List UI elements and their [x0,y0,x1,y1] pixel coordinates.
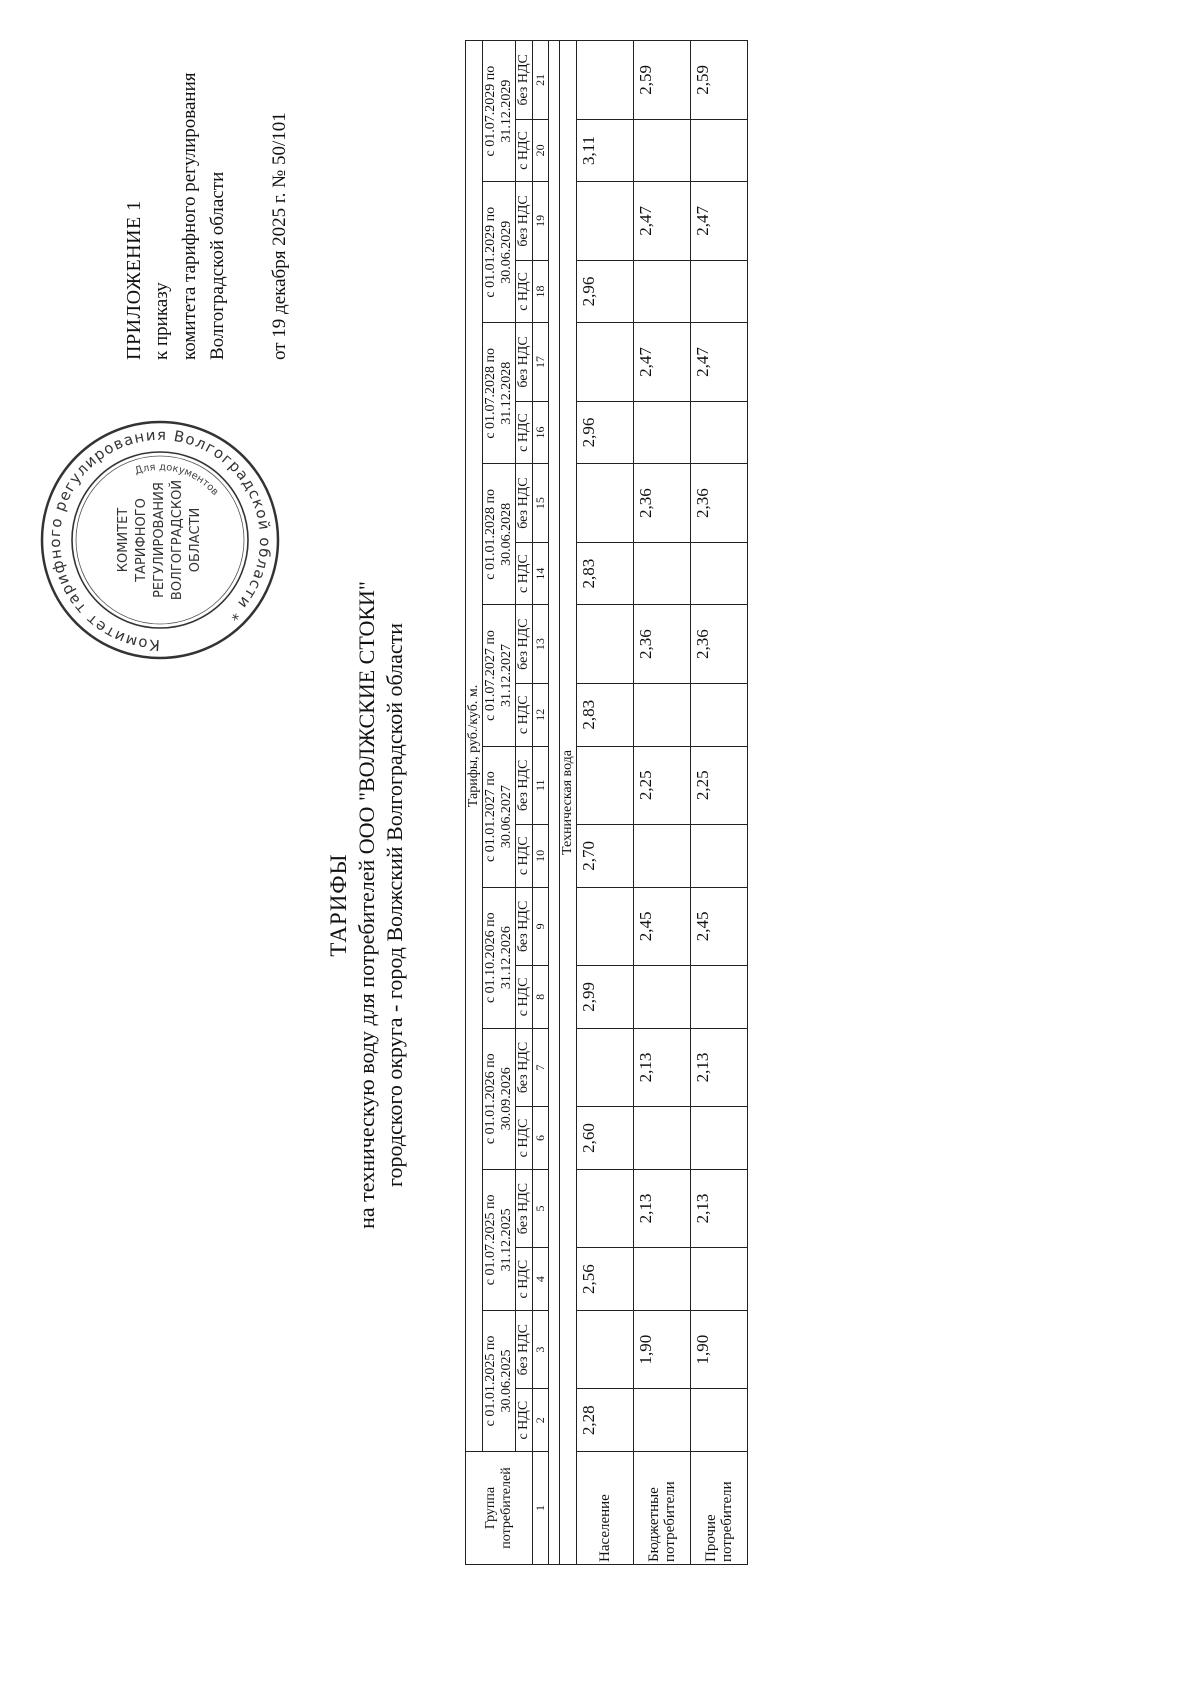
period-header: с 01.07.2028 по 31.12.2028 [483,323,516,464]
column-numbers-row [533,41,549,1565]
tariff-value [634,683,691,746]
seal-line: ОБЛАСТИ [188,507,203,573]
period-header: с 01.07.2025 по 31.12.2025 [483,1169,516,1310]
table-row [634,41,691,1565]
seal-line: ТАРИФНОГО [134,498,149,582]
tariff-value: 2,25 [691,746,748,824]
tariff-value [691,1389,748,1452]
consumer-group-name: Бюджетные потребители [634,1452,691,1565]
appendix-line: комитета тарифного регулирования [179,72,200,360]
tariff-value: 2,36 [691,464,748,542]
period-header: с 01.01.2025 по 30.06.2025 [483,1310,516,1451]
column-number: 9 [533,887,549,965]
tariff-value: 2,47 [691,182,748,260]
without-vat-header: без НДС [516,182,533,260]
tariff-value [577,182,634,260]
with-vat-header: с НДС [516,683,533,746]
table-row [691,41,748,1565]
tariff-table [465,40,748,1565]
period-header: с 01.01.2027 по 30.06.2027 [483,746,516,887]
table-spacer-row [549,41,560,1565]
section-title: Техническая вода [560,41,577,1565]
tariff-value: 1,90 [691,1310,748,1388]
without-vat-header: без НДС [516,605,533,683]
tariff-value: 2,59 [634,41,691,120]
appendix-date: от 19 декабря 2025 г. № 50/101 [269,112,290,360]
table-header-row [466,41,483,1565]
tariff-value [577,1169,634,1247]
tariff-value [691,1248,748,1311]
tariff-value [691,966,748,1029]
without-vat-header: без НДС [516,323,533,401]
tariff-value [691,1107,748,1170]
tariff-value: 2,47 [634,323,691,401]
column-number: 18 [533,260,549,323]
tariff-value [577,323,634,401]
column-number: 11 [533,746,549,824]
group-header: Группа потребителей [466,1452,533,1565]
tariff-value [634,119,691,181]
tariff-value [577,1310,634,1388]
seal-line: ВОЛГОГРАДСКОЙ [170,479,185,601]
with-vat-header: с НДС [516,1248,533,1311]
period-header: с 01.07.2029 по 31.12.2029 [483,41,516,182]
tariff-value: 2,96 [577,260,634,323]
seal-line: РЕГУЛИРОВАНИЯ [152,482,167,598]
appendix-line: Волгоградской области [207,171,228,360]
tariff-value: 2,13 [634,1028,691,1106]
tariff-value: 2,83 [577,542,634,605]
column-number: 3 [533,1310,549,1388]
with-vat-header: с НДС [516,825,533,888]
with-vat-header: с НДС [516,401,533,464]
column-number: 12 [533,683,549,746]
without-vat-header: без НДС [516,887,533,965]
with-vat-header: с НДС [516,1107,533,1170]
tariff-value [577,464,634,542]
period-header: с 01.10.2026 по 31.12.2026 [483,887,516,1028]
tariff-value [691,825,748,888]
tariff-value: 2,99 [577,966,634,1029]
tariff-value: 2,36 [634,605,691,683]
column-number: 2 [533,1389,549,1452]
tariff-value: 2,56 [577,1248,634,1311]
column-number: 4 [533,1248,549,1311]
tariff-value [691,401,748,464]
tariff-value [691,260,748,323]
document-title: ТАРИФЫ [326,853,351,957]
column-number: 20 [533,119,549,181]
tariff-value: 3,11 [577,119,634,181]
seal-outer-text: Комитет тарифного регулирования Волгоградской области * [45,425,275,655]
tariff-value: 2,13 [634,1169,691,1247]
without-vat-header: без НДС [516,746,533,824]
tariff-value: 2,70 [577,825,634,888]
units-header: Тарифы, руб./куб. м. [466,41,483,1452]
document-subtitle: городского округа - город Волжский Волгоградской области [382,622,407,1188]
column-number: 8 [533,966,549,1029]
column-number: 15 [533,464,549,542]
column-number: 13 [533,605,549,683]
document-heading [325,405,409,1405]
tariff-value: 2,83 [577,683,634,746]
document-subtitle: на техническую воду для потребителей ООО "ВОЛЖСКИЕ СТОКИ" [354,581,379,1229]
tariff-value: 2,59 [691,41,748,120]
tariff-value [577,605,634,683]
tariff-value: 2,45 [691,887,748,965]
tariff-value: 2,13 [691,1028,748,1106]
seal-small-text: Для документов [133,461,221,498]
period-header: с 01.01.2029 по 30.06.2029 [483,182,516,323]
consumer-group-name: Население [577,1452,634,1565]
without-vat-header: без НДС [516,464,533,542]
column-number: 21 [533,41,549,120]
tariff-value [634,1389,691,1452]
tariff-value [691,683,748,746]
section-row [560,41,577,1565]
tariff-value [577,746,634,824]
with-vat-header: с НДС [516,260,533,323]
column-number: 16 [533,401,549,464]
without-vat-header: без НДС [516,41,533,120]
tariff-value [691,119,748,181]
tariff-value: 2,96 [577,401,634,464]
period-header: с 01.01.2026 по 30.09.2026 [483,1028,516,1169]
tariff-value [634,542,691,605]
table-header-row [483,41,516,1565]
tariff-value: 2,25 [634,746,691,824]
tariff-value [634,260,691,323]
tariff-value: 2,36 [691,605,748,683]
without-vat-header: без НДС [516,1310,533,1388]
column-number: 10 [533,825,549,888]
table-header-row [516,41,533,1565]
tariff-value [577,41,634,120]
appendix-block [120,20,294,360]
tariff-value [634,1107,691,1170]
column-number: 5 [533,1169,549,1247]
tariff-value [691,542,748,605]
tariff-value: 2,28 [577,1389,634,1452]
tariff-value: 2,36 [634,464,691,542]
tariff-value [634,966,691,1029]
with-vat-header: с НДС [516,119,533,181]
column-number: 17 [533,323,549,401]
tariff-value: 2,47 [634,182,691,260]
column-number: 1 [533,1452,549,1565]
column-number: 6 [533,1107,549,1170]
consumer-group-name: Прочие потребители [691,1452,748,1565]
period-header: с 01.01.2028 по 30.06.2028 [483,464,516,605]
table-row [577,41,634,1565]
column-number: 14 [533,542,549,605]
tariff-value [577,887,634,965]
with-vat-header: с НДС [516,542,533,605]
period-header: с 01.07.2027 по 31.12.2027 [483,605,516,746]
with-vat-header: с НДС [516,1389,533,1452]
without-vat-header: без НДС [516,1169,533,1247]
seal-line: КОМИТЕТ [116,507,131,573]
tariff-value [634,401,691,464]
with-vat-header: с НДС [516,966,533,1029]
tariff-value: 2,47 [691,323,748,401]
tariff-value: 1,90 [634,1310,691,1388]
official-seal-stamp [35,415,285,665]
column-number: 7 [533,1028,549,1106]
tariff-value [634,825,691,888]
appendix-title: ПРИЛОЖЕНИЕ 1 [123,200,145,360]
tariff-value: 2,45 [634,887,691,965]
tariff-value [634,1248,691,1311]
column-number: 19 [533,182,549,260]
without-vat-header: без НДС [516,1028,533,1106]
appendix-line: к приказу [151,282,172,360]
tariff-value [577,1028,634,1106]
tariff-value: 2,13 [691,1169,748,1247]
tariff-value: 2,60 [577,1107,634,1170]
